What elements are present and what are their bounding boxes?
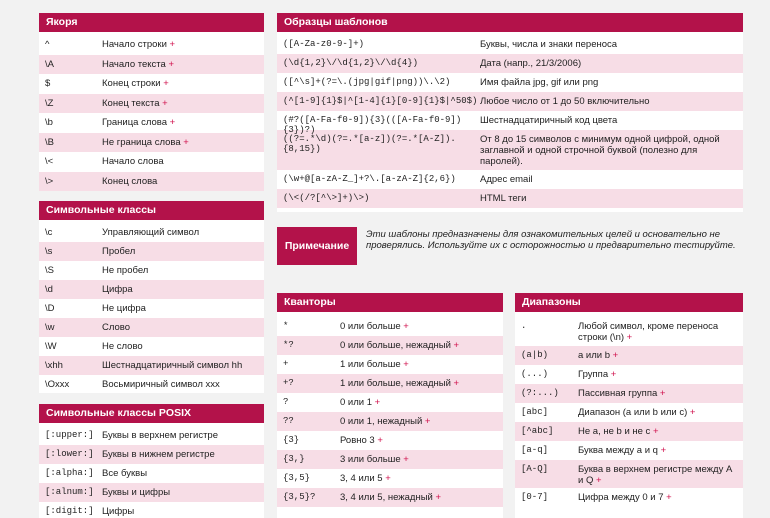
row-description [578, 350, 737, 361]
table-row [515, 441, 743, 460]
row-description-text: Имя файла jpg, gif или png [480, 77, 599, 88]
row-description-text: 0 или 1 [340, 397, 373, 408]
table-row [277, 111, 743, 135]
plus-marker: + [659, 388, 666, 399]
row-description-text: Начало слова [102, 156, 164, 167]
row-description [480, 174, 737, 185]
plus-marker: + [610, 369, 617, 380]
row-key: (?:...) [521, 388, 559, 398]
plus-marker: + [689, 407, 696, 418]
table-row [39, 299, 264, 318]
table-row [39, 133, 264, 153]
row-description-text: Буквы в верхнем регистре [102, 430, 218, 441]
row-description-text: 0 или больше, нежадный [340, 340, 451, 351]
row-key: [:alpha:] [45, 468, 94, 478]
plus-marker: + [652, 426, 659, 437]
patterns-header: Образцы шаблонов [277, 13, 743, 32]
row-description-text: Группа [578, 369, 609, 380]
row-key: ? [283, 397, 289, 407]
plus-marker: + [403, 321, 409, 332]
plus-marker: + [403, 454, 409, 465]
plus-marker: + [453, 378, 460, 389]
row-description-text: a или b [578, 350, 611, 361]
table-row [39, 113, 264, 133]
row-description [102, 506, 258, 517]
row-key: * [283, 321, 289, 331]
table-row [39, 94, 264, 114]
plus-marker: + [424, 416, 431, 427]
table-row [39, 426, 264, 445]
row-key: \c [45, 227, 53, 238]
row-description-text: 1 или больше [340, 359, 401, 370]
row-description-text: Цифра [102, 284, 133, 295]
row-description-text: Любое число от 1 до 50 включительно [480, 96, 650, 107]
posix-header: Символьные классы POSIX [39, 404, 264, 423]
row-key: (\d{1,2}\/\d{1,2}\/\d{4}) [283, 58, 419, 68]
table-row [39, 261, 264, 280]
patterns-table [277, 35, 743, 208]
row-description-text: 3 или больше [340, 454, 401, 465]
table-row [515, 422, 743, 441]
row-description-text: Адрес email [480, 174, 533, 185]
note-text: Эти шаблоны предназначены для ознакомительных целей и основательно не проверялись. Используйте их с осторожностью и предварительно тестируйте. [366, 229, 736, 251]
row-description-text: HTML теги [480, 193, 527, 204]
anchors-panel [39, 13, 264, 188]
row-key: $ [45, 78, 51, 89]
row-description-text: Шестнадцатиричный код цвета [480, 115, 618, 126]
row-key: *? [283, 340, 294, 350]
table-row [277, 54, 743, 73]
row-description [102, 156, 258, 167]
row-key: (\<(/?[^\>]+)\>) [283, 193, 370, 203]
table-row [515, 488, 743, 507]
table-row [277, 317, 503, 336]
table-row [277, 189, 743, 208]
table-row [39, 35, 264, 55]
row-key: {3,5} [283, 473, 311, 483]
ranges-panel [515, 293, 743, 518]
row-description [102, 59, 258, 70]
row-key: {3,} [283, 454, 305, 464]
plus-marker: + [168, 58, 175, 70]
row-key: . [521, 321, 527, 331]
row-key: \Oxxx [45, 379, 70, 390]
row-description-text: Не слово [102, 341, 143, 352]
row-description-text: Не a, не b и не c [578, 426, 651, 437]
row-key: ([^\s]+(?=\.(jpg|gif|png))\.\2) [283, 77, 451, 87]
row-key: \A [45, 58, 54, 70]
table-row [39, 172, 264, 192]
table-row [277, 431, 503, 450]
table-row [39, 223, 264, 242]
posix-panel [39, 404, 264, 518]
row-description [102, 137, 258, 148]
row-key: (#?([A-Fa-f0-9]){3}(([A-Fa-f0-9]){3})?) [283, 115, 462, 135]
table-row [277, 130, 743, 170]
row-key: [:digit:] [45, 506, 94, 516]
row-description [102, 322, 258, 333]
row-key: [:upper:] [45, 430, 94, 440]
table-row [39, 445, 264, 464]
row-description-text: Начало строки [102, 39, 167, 50]
table-row [39, 152, 264, 172]
row-description-text: 1 или больше, нежадный [340, 378, 451, 389]
row-description-text: Буквы в нижнем регистре [102, 449, 215, 460]
row-key: {3,5}? [283, 492, 316, 502]
row-key: \Z [45, 97, 54, 109]
row-description [340, 492, 497, 503]
row-description [102, 468, 258, 479]
row-key: ((?=.*\d)(?=.*[a-z])(?=.*[A-Z]).{8,15}) [283, 134, 456, 154]
table-row [515, 384, 743, 403]
row-description [480, 193, 737, 204]
table-row [39, 483, 264, 502]
row-description-text: Цифры [102, 506, 135, 517]
table-row [39, 502, 264, 518]
table-row [515, 460, 743, 488]
plus-marker: + [666, 492, 672, 503]
table-row [39, 318, 264, 337]
row-description-text: Конец строки [102, 78, 161, 89]
row-key: [abc] [521, 407, 549, 417]
table-row [277, 73, 743, 92]
plus-marker: + [163, 78, 169, 89]
row-key: + [283, 359, 289, 369]
row-key: [:alnum:] [45, 487, 94, 497]
row-description [578, 369, 737, 380]
patterns-panel [277, 13, 743, 212]
char-classes-panel [39, 201, 264, 393]
row-description-text: Начало текста [102, 58, 166, 70]
row-key: \B [45, 136, 54, 148]
row-description-text: Не пробел [102, 265, 149, 276]
row-description-text: От 8 до 15 символов с минимум одной цифрой, одной заглавной и одной строчной буквой (полезно для паролей). [480, 134, 720, 167]
row-description [340, 473, 497, 484]
row-description [102, 265, 258, 276]
plus-marker: + [626, 332, 633, 343]
row-key: ?? [283, 416, 294, 426]
row-key: \xhh [45, 360, 63, 371]
row-description-text: Восьмиричный символ ххх [102, 379, 220, 390]
row-description [102, 341, 258, 352]
row-description [340, 454, 497, 465]
row-description-text: Конец слова [102, 175, 158, 187]
row-key: (...) [521, 369, 549, 379]
row-description-text: Ровно 3 [340, 435, 375, 446]
row-description [480, 58, 737, 69]
row-key: [a-q] [521, 445, 549, 455]
char-classes-header: Символьные классы [39, 201, 264, 220]
row-key: \d [45, 284, 53, 295]
row-description-text: Граница слова [102, 117, 168, 128]
row-description-text: Все буквы [102, 468, 148, 479]
row-key: [0-7] [521, 492, 549, 502]
row-description-text: Диапазон (a или b или c) [578, 407, 688, 418]
plus-marker: + [612, 350, 619, 361]
row-description [102, 303, 258, 314]
row-description-text: 3, 4 или 5 [340, 473, 383, 484]
row-description-text: Конец текста [102, 97, 160, 109]
row-key: {3} [283, 435, 300, 445]
row-key: \w [45, 322, 55, 333]
row-description [480, 39, 737, 50]
row-key: (\w+@[a-zA-Z_]+?\.[a-zA-Z]{2,6}) [283, 174, 456, 184]
row-description [480, 96, 737, 107]
row-description-text: Управляющий символ [102, 227, 200, 238]
table-row [277, 170, 743, 189]
row-description [102, 430, 258, 441]
row-description [578, 492, 737, 503]
row-description [102, 98, 258, 109]
row-description [480, 134, 737, 167]
plus-marker: + [595, 475, 602, 486]
plus-marker: + [403, 359, 409, 370]
table-row [277, 488, 503, 507]
row-description [480, 77, 737, 88]
table-row [39, 375, 264, 394]
plus-marker: + [162, 97, 168, 109]
row-description-text: Буква в верхнем регистре между A и Q [578, 464, 732, 486]
row-description-text: Дата (напр., 21/3/2006) [480, 58, 582, 69]
table-row [277, 450, 503, 469]
row-description [102, 379, 258, 390]
row-description-text: Буквы и цифры [102, 487, 171, 498]
quantifiers-panel [277, 293, 503, 518]
plus-marker: + [435, 492, 442, 503]
table-row [39, 74, 264, 94]
plus-marker: + [183, 136, 189, 148]
row-description [102, 487, 258, 498]
row-description-text: Цифра между 0 и 7 [578, 492, 664, 503]
plus-marker: + [453, 340, 460, 351]
table-row [39, 242, 264, 261]
row-key: \> [45, 175, 54, 187]
table-row [277, 92, 743, 111]
quantifiers-header: Кванторы [277, 293, 503, 312]
row-description [578, 464, 737, 486]
table-row [515, 403, 743, 422]
ranges-table [515, 317, 743, 507]
table-row [39, 280, 264, 299]
plus-marker: + [377, 435, 383, 446]
row-description [578, 426, 737, 437]
row-description [578, 388, 737, 399]
row-description [340, 359, 497, 370]
table-row [39, 356, 264, 375]
row-description-text: Пассивная группа [578, 388, 658, 399]
table-row [515, 346, 743, 365]
row-description-text: 3, 4 или 5, нежадный [340, 492, 433, 503]
row-description [102, 176, 258, 187]
row-description-text: Не граница слова [102, 136, 181, 148]
quantifiers-table [277, 317, 503, 507]
row-description-text: Не цифра [102, 303, 146, 314]
row-key: \D [45, 303, 55, 314]
plus-marker: + [169, 117, 176, 128]
row-key: \s [45, 246, 53, 257]
row-description-text: Буква между a и q [578, 445, 658, 456]
plus-marker: + [385, 473, 391, 484]
row-description-text: Пробел [102, 246, 136, 257]
plus-marker: + [169, 39, 176, 50]
row-description [102, 117, 258, 128]
table-row [277, 355, 503, 374]
row-description [340, 397, 497, 408]
table-row [277, 35, 743, 54]
note-label: Примечание [277, 227, 357, 265]
table-row [515, 317, 743, 346]
row-description-text: Слово [102, 322, 131, 333]
row-key: \b [45, 117, 53, 128]
table-row [515, 365, 743, 384]
row-key: [A-Q] [521, 464, 549, 474]
char-classes-table [39, 223, 264, 394]
anchors-table [39, 35, 264, 191]
row-description [578, 445, 737, 456]
row-description-text: Шестнадцатиричный символ hh [102, 360, 243, 371]
row-key: +? [283, 378, 294, 388]
row-description [102, 360, 258, 371]
row-key: [:lower:] [45, 449, 94, 459]
row-description [102, 78, 258, 89]
row-description [102, 246, 258, 257]
row-description-text: Буквы, числа и знаки переноса [480, 39, 618, 50]
row-key: ([A-Za-z0-9-]+) [283, 39, 365, 49]
table-row [277, 393, 503, 412]
row-description [340, 378, 497, 389]
table-row [39, 55, 264, 75]
row-key: [^abc] [521, 426, 554, 436]
row-key: ^ [45, 39, 50, 50]
row-description [480, 115, 737, 126]
plus-marker: + [374, 397, 381, 408]
row-description [102, 284, 258, 295]
row-description [102, 449, 258, 460]
row-description [340, 416, 497, 427]
row-description [102, 39, 258, 50]
row-key: (a|b) [521, 350, 549, 360]
anchors-header: Якоря [39, 13, 264, 32]
table-row [277, 469, 503, 488]
row-description-text: Любой символ, кроме переноса строки (\n) [578, 321, 719, 343]
row-description [340, 340, 497, 351]
ranges-header: Диапазоны [515, 293, 743, 312]
row-description [340, 435, 497, 446]
table-row [277, 412, 503, 431]
table-row [277, 336, 503, 355]
row-description [578, 407, 737, 418]
row-key: \< [45, 156, 54, 167]
row-description-text: 0 или больше [340, 321, 401, 332]
row-description-text: 0 или 1, нежадный [340, 416, 423, 427]
row-description [102, 227, 258, 238]
table-row [277, 374, 503, 393]
row-key: \S [45, 265, 54, 276]
table-row [39, 337, 264, 356]
plus-marker: + [660, 445, 667, 456]
table-row [39, 464, 264, 483]
row-description [578, 321, 737, 343]
row-key: (^[1-9]{1}$|^[1-4]{1}[0-9]{1}$|^50$) [283, 96, 478, 106]
row-key: \W [45, 341, 57, 352]
posix-table [39, 426, 264, 518]
row-description [340, 321, 497, 332]
